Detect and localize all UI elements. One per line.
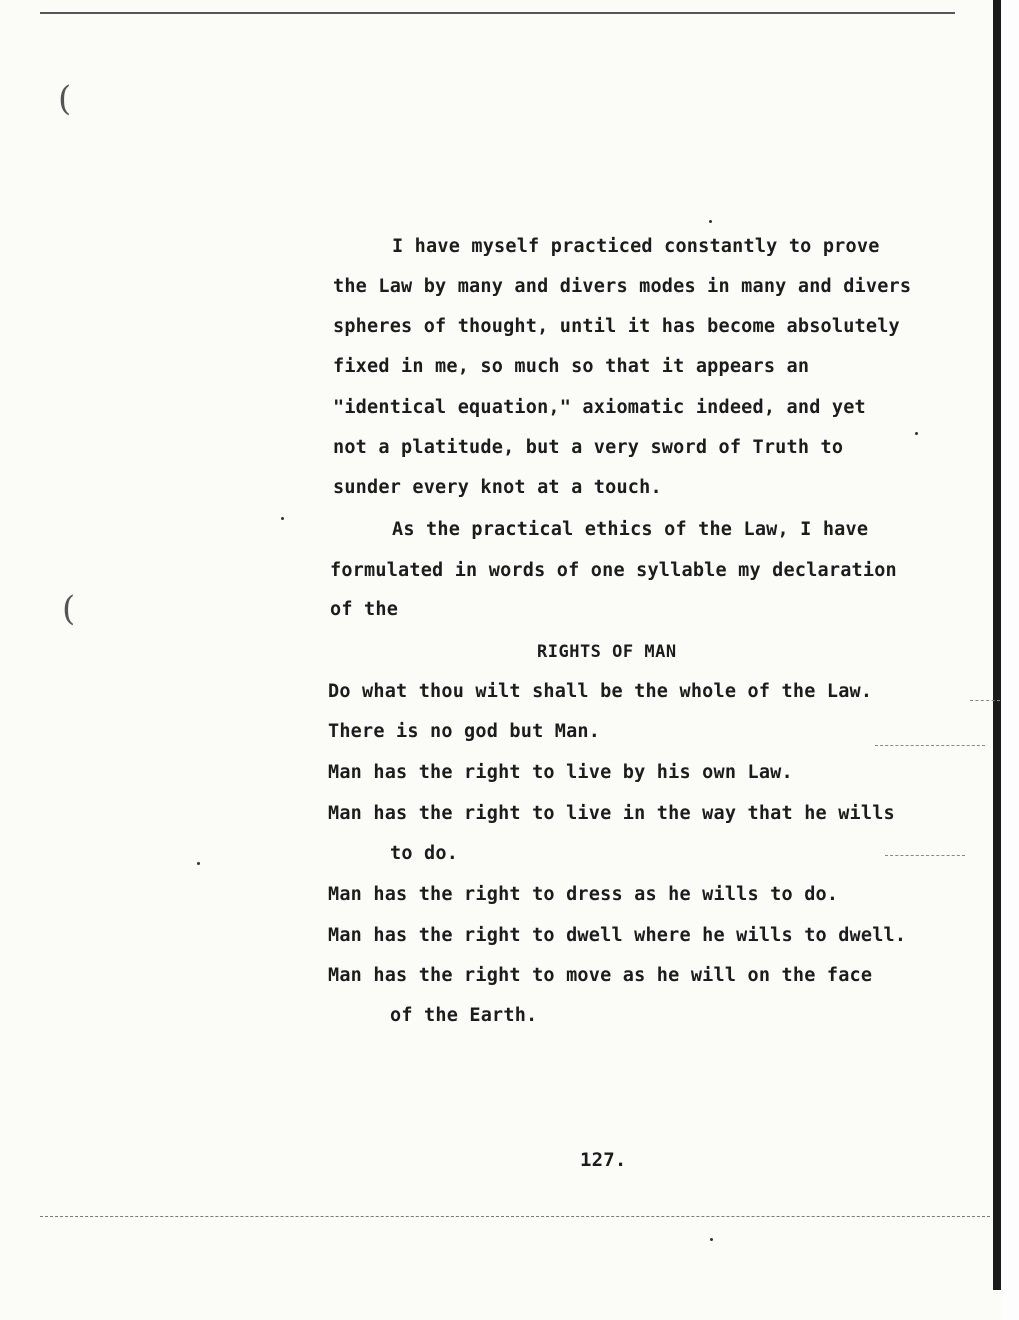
rights-line: of the Earth. xyxy=(390,1005,538,1026)
rights-line: Do what thou wilt shall be the whole of the Law. xyxy=(328,681,873,702)
paragraph-1-line: I have myself practiced constantly to prove xyxy=(392,236,880,257)
paragraph-2-line: formulated in words of one syllable my declaration xyxy=(330,560,897,581)
punch-hole-mark: ( xyxy=(62,589,76,629)
bottom-page-edge xyxy=(40,1216,990,1217)
rights-line: Man has the right to live in the way that he wills xyxy=(328,803,895,824)
paragraph-2-line: As the practical ethics of the Law, I have xyxy=(392,519,869,540)
right-margin-strip xyxy=(1001,0,1019,1320)
paragraph-1-line: spheres of thought, until it has become absolutely xyxy=(333,316,900,337)
ink-speck xyxy=(709,220,712,223)
ink-speck xyxy=(915,432,918,435)
paragraph-2-line: of the xyxy=(330,599,399,620)
punch-hole-mark: ( xyxy=(58,79,72,119)
ink-speck xyxy=(281,517,284,520)
paragraph-1-line: fixed in me, so much so that it appears an xyxy=(333,356,810,377)
paragraph-1-line: "identical equation," axiomatic indeed, and yet xyxy=(333,397,866,418)
paragraph-1-line: the Law by many and divers modes in many and divers xyxy=(333,276,912,297)
rights-line: Man has the right to live by his own Law. xyxy=(328,762,793,783)
ink-speck xyxy=(710,1238,713,1241)
rights-line: to do. xyxy=(390,843,459,864)
rights-line: Man has the right to move as he will on the face xyxy=(328,965,873,986)
rights-line: Man has the right to dress as he wills to do. xyxy=(328,884,839,905)
rights-line: There is no god but Man. xyxy=(328,721,601,742)
page-number: 127. xyxy=(580,1149,627,1171)
ink-speck xyxy=(197,862,200,865)
paragraph-1-line: sunder every knot at a touch. xyxy=(333,477,662,498)
top-page-edge xyxy=(40,12,955,14)
right-scan-border xyxy=(993,0,1001,1290)
rights-line: Man has the right to dwell where he wills to dwell. xyxy=(328,925,907,946)
paragraph-1-line: not a platitude, but a very sword of Truth to xyxy=(333,437,844,458)
rights-of-man-heading: RIGHTS OF MAN xyxy=(537,642,677,662)
margin-dash xyxy=(885,855,965,856)
margin-dash xyxy=(875,745,985,746)
margin-dash xyxy=(970,700,1000,701)
